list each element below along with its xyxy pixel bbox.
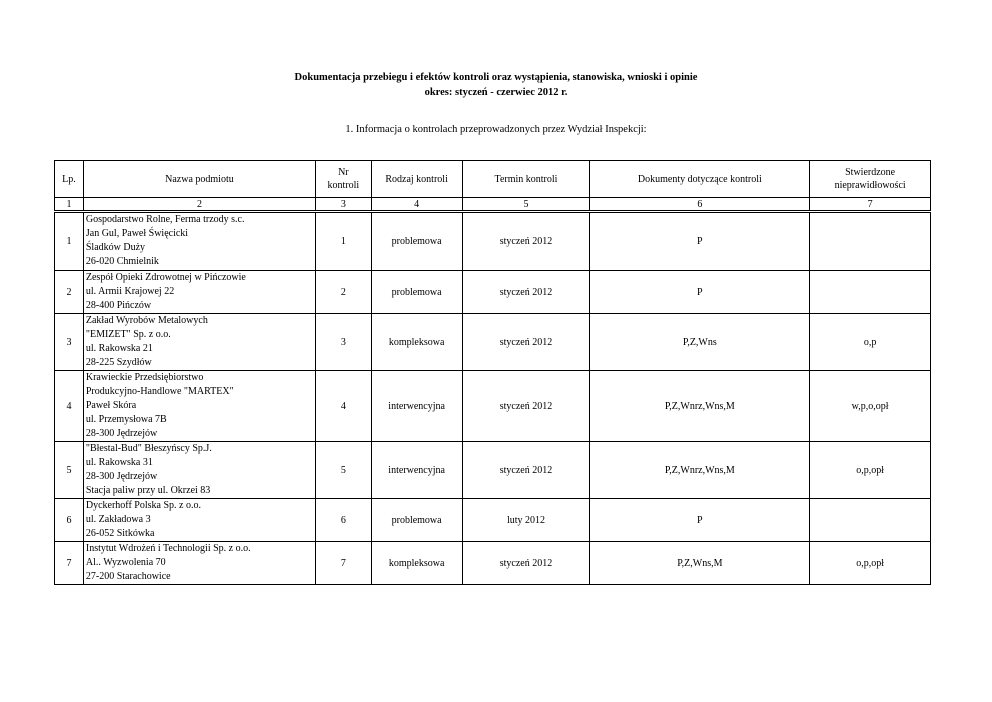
header-stwierdzone <box>810 161 931 198</box>
cell-stwierdzone <box>810 499 931 542</box>
cell-stwierdzone <box>810 212 931 271</box>
cell-stwierdzone <box>810 271 931 314</box>
name-line: Jan Gul, Paweł Święcicki <box>85 228 189 239</box>
name-line: 28-400 Pińczów <box>85 300 152 311</box>
name-line: Śladków Duży <box>85 242 146 253</box>
name-line: ul. Zakładowa 3 <box>85 514 151 525</box>
cell-nazwa <box>83 442 315 499</box>
cell-rodzaj: interwencyjna <box>371 442 462 499</box>
table-row <box>55 499 931 542</box>
table-row <box>55 314 931 371</box>
header-termin: Termin kontroli <box>462 161 590 198</box>
cell-termin: luty 2012 <box>462 499 590 542</box>
cell-lp: 1 <box>55 212 84 271</box>
table-row <box>55 271 931 314</box>
name-line: ul. Rakowska 31 <box>85 457 153 468</box>
name-line: "Błestal-Bud" Błeszyńscy Sp.J. <box>85 443 212 454</box>
column-number: 1 <box>55 198 84 212</box>
cell-termin: styczeń 2012 <box>462 542 590 585</box>
name-line: Produkcyjno-Handlowe "MARTEX" <box>85 386 234 397</box>
cell-dokumenty: P,Z,Wns <box>590 314 810 371</box>
name-line: 26-052 Sitkówka <box>85 528 155 539</box>
cell-lp: 2 <box>55 271 84 314</box>
header-stwierdzone-line2: nieprawidłowości <box>834 180 906 191</box>
cell-nr: 7 <box>316 542 372 585</box>
header-rodzaj: Rodzaj kontroli <box>371 161 462 198</box>
title-line-2: okres: styczeń - czerwiec 2012 r. <box>424 87 568 98</box>
cell-stwierdzone: w,p,o,opł <box>810 371 931 442</box>
column-number: 7 <box>810 198 931 212</box>
name-line: Gospodarstwo Rolne, Ferma trzody s.c. <box>85 214 245 225</box>
cell-nr: 1 <box>316 212 372 271</box>
header-dokumenty: Dokumenty dotyczące kontroli <box>590 161 810 198</box>
table-row <box>55 371 931 442</box>
name-line: 28-225 Szydłów <box>85 357 152 368</box>
cell-nr: 5 <box>316 442 372 499</box>
name-line: "EMIZET" Sp. z o.o. <box>85 329 171 340</box>
name-line: ul. Przemysłowa 7B <box>85 414 167 425</box>
column-number: 6 <box>590 198 810 212</box>
column-number: 5 <box>462 198 590 212</box>
inspection-table <box>54 160 931 585</box>
name-line: Al.. Wyzwolenia 70 <box>85 557 166 568</box>
header-nr-line1: Nr <box>338 167 349 178</box>
cell-rodzaj: kompleksowa <box>371 314 462 371</box>
cell-termin: styczeń 2012 <box>462 212 590 271</box>
table-row <box>55 442 931 499</box>
cell-nr: 6 <box>316 499 372 542</box>
cell-lp: 6 <box>55 499 84 542</box>
column-number: 4 <box>371 198 462 212</box>
name-line: Zakład Wyrobów Metalowych <box>85 315 208 326</box>
cell-stwierdzone: o,p,opł <box>810 442 931 499</box>
cell-rodzaj: problemowa <box>371 499 462 542</box>
cell-termin: styczeń 2012 <box>462 442 590 499</box>
cell-dokumenty: P,Z,Wnrz,Wns,M <box>590 442 810 499</box>
document-title <box>0 70 992 100</box>
cell-lp: 4 <box>55 371 84 442</box>
title-line-1: Dokumentacja przebiegu i efektów kontroli oraz wystąpienia, stanowiska, wnioski i opinie <box>294 72 698 83</box>
cell-dokumenty: P <box>590 499 810 542</box>
cell-lp: 5 <box>55 442 84 499</box>
column-number-row <box>55 198 931 212</box>
cell-stwierdzone: o,p <box>810 314 931 371</box>
header-nr-line2: kontroli <box>327 180 360 191</box>
name-line: Zespół Opieki Zdrowotnej w Pińczowie <box>85 272 246 283</box>
name-line: Krawieckie Przedsiębiorstwo <box>85 372 204 383</box>
cell-nazwa <box>83 271 315 314</box>
name-line: 27-200 Starachowice <box>85 571 171 582</box>
table-row <box>55 542 931 585</box>
cell-nr: 4 <box>316 371 372 442</box>
cell-lp: 3 <box>55 314 84 371</box>
header-lp: Lp. <box>55 161 84 198</box>
cell-nazwa <box>83 499 315 542</box>
table-row <box>55 212 931 271</box>
cell-rodzaj: problemowa <box>371 212 462 271</box>
cell-dokumenty: P,Z,Wns,M <box>590 542 810 585</box>
header-nr <box>316 161 372 198</box>
cell-lp: 7 <box>55 542 84 585</box>
header-row <box>55 161 931 198</box>
name-line: Stacja paliw przy ul. Okrzei 83 <box>85 485 211 496</box>
name-line: 28-300 Jędrzejów <box>85 428 158 439</box>
cell-nazwa <box>83 371 315 442</box>
header-stwierdzone-line1: Stwierdzone <box>845 167 896 178</box>
section-heading: 1. Informacja o kontrolach przeprowadzonych przez Wydział Inspekcji: <box>345 124 647 135</box>
name-line: ul. Armii Krajowej 22 <box>85 286 175 297</box>
cell-nazwa <box>83 314 315 371</box>
cell-dokumenty: P <box>590 212 810 271</box>
name-line: Instytut Wdrożeń i Technologii Sp. z o.o. <box>85 543 251 554</box>
cell-termin: styczeń 2012 <box>462 371 590 442</box>
cell-rodzaj: problemowa <box>371 271 462 314</box>
cell-nazwa <box>83 542 315 585</box>
name-line: Paweł Skóra <box>85 400 137 411</box>
cell-termin: styczeń 2012 <box>462 314 590 371</box>
name-line: Dyckerhoff Polska Sp. z o.o. <box>85 500 201 511</box>
name-line: 26-020 Chmielnik <box>85 256 159 267</box>
name-line: 28-300 Jędrzejów <box>85 471 158 482</box>
cell-nr: 2 <box>316 271 372 314</box>
cell-rodzaj: interwencyjna <box>371 371 462 442</box>
cell-dokumenty: P <box>590 271 810 314</box>
cell-nazwa <box>83 212 315 271</box>
name-line: ul. Rakowska 21 <box>85 343 153 354</box>
column-number: 3 <box>316 198 372 212</box>
cell-rodzaj: kompleksowa <box>371 542 462 585</box>
cell-dokumenty: P,Z,Wnrz,Wns,M <box>590 371 810 442</box>
header-nazwa: Nazwa podmiotu <box>83 161 315 198</box>
cell-nr: 3 <box>316 314 372 371</box>
cell-termin: styczeń 2012 <box>462 271 590 314</box>
column-number: 2 <box>83 198 315 212</box>
cell-stwierdzone: o,p,opł <box>810 542 931 585</box>
